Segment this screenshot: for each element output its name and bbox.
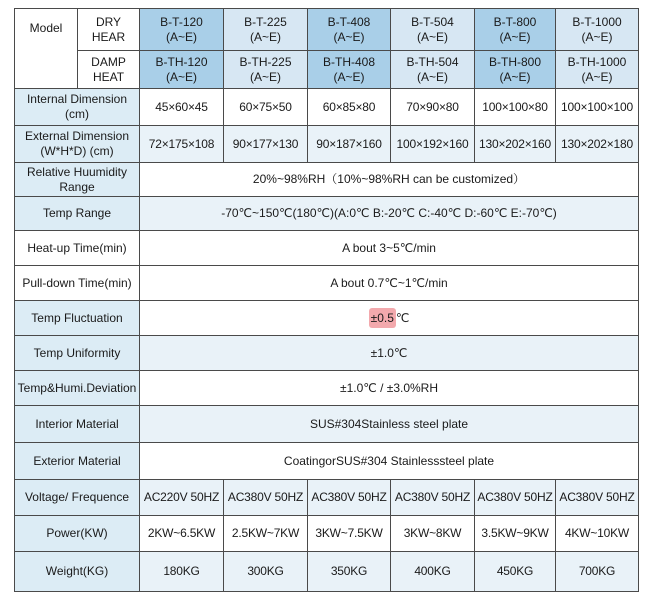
row-label: Internal Dimension (cm): [15, 89, 140, 126]
model-header: B-TH-408 (A~E): [308, 51, 391, 89]
damp-label: DAMP HEAT: [78, 51, 140, 89]
model-header: B-TH-225 (A~E): [224, 51, 308, 89]
row-exterior-material: [15, 443, 639, 480]
unit: ℃: [395, 310, 410, 325]
table-cell: 3KW~7.5KW: [308, 516, 391, 552]
table-cell: A bout 3~5℃/min: [140, 231, 639, 266]
row-label: Temp&Humi.Deviation: [15, 371, 140, 406]
table-cell: 70×90×80: [391, 89, 475, 126]
model-header: B-T-120 (A~E): [140, 9, 224, 51]
table-cell: 400KG: [391, 552, 475, 592]
table-cell: 3KW~8KW: [391, 516, 475, 552]
table-cell: 100×100×100: [556, 89, 639, 126]
table-cell: 90×177×130: [224, 126, 308, 163]
table-cell: 130×202×180: [556, 126, 639, 163]
table-cell: 60×75×50: [224, 89, 308, 126]
model-header: B-T-1000 (A~E): [556, 9, 639, 51]
table-cell: ±1.0℃: [140, 336, 639, 371]
table-cell: [140, 301, 639, 336]
spec-table: [14, 8, 639, 592]
table-cell: A bout 0.7℃~1℃/min: [140, 266, 639, 301]
model-header: B-TH-504 (A~E): [391, 51, 475, 89]
table-cell: 2.5KW~7KW: [224, 516, 308, 552]
table-cell: ±1.0℃ / ±3.0%RH: [140, 371, 639, 406]
model-header: B-TH-120 (A~E): [140, 51, 224, 89]
row-label: Voltage/ Frequence: [15, 480, 140, 516]
dry-label: DRY HEAR: [78, 9, 140, 51]
table-cell: SUS#304Stainless steel plate: [140, 406, 639, 443]
row-label: Temp Uniformity: [15, 336, 140, 371]
row-voltage: [15, 480, 639, 516]
header-row-damp: [15, 51, 639, 89]
table-cell: AC220V 50HZ: [140, 480, 224, 516]
row-label: Temp Fluctuation: [15, 301, 140, 336]
row-label: Pull-down Time(min): [15, 266, 140, 301]
row-label: Weight(KG): [15, 552, 140, 592]
table-cell: AC380V 50HZ: [308, 480, 391, 516]
row-weight: [15, 552, 639, 592]
table-cell: 3.5KW~9KW: [475, 516, 556, 552]
row-internal-dimension: [15, 89, 639, 126]
row-temp-humi-deviation: [15, 371, 639, 406]
table-cell: 300KG: [224, 552, 308, 592]
row-label: Temp Range: [15, 197, 140, 231]
model-header: B-TH-800 (A~E): [475, 51, 556, 89]
row-external-dimension: [15, 126, 639, 163]
table-cell: 60×85×80: [308, 89, 391, 126]
table-cell: AC380V 50HZ: [556, 480, 639, 516]
table-cell: 450KG: [475, 552, 556, 592]
model-header: B-T-800 (A~E): [475, 9, 556, 51]
table-cell: 20%~98%RH（10%~98%RH can be customized）: [140, 163, 639, 197]
row-temp-uniformity: [15, 336, 639, 371]
table-cell: 350KG: [308, 552, 391, 592]
table-cell: 130×202×160: [475, 126, 556, 163]
row-label: Exterior Material: [15, 443, 140, 480]
table-cell: 700KG: [556, 552, 639, 592]
header-row-dry: [15, 9, 639, 51]
highlight-mark: ±0.5: [369, 308, 396, 328]
row-label: External Dimension (W*H*D) (cm): [15, 126, 140, 163]
row-label: Power(KW): [15, 516, 140, 552]
table-cell: 72×175×108: [140, 126, 224, 163]
model-header: B-T-225 (A~E): [224, 9, 308, 51]
row-humidity-range: [15, 163, 639, 197]
row-label: Heat-up Time(min): [15, 231, 140, 266]
row-temp-fluctuation: [15, 301, 639, 336]
model-header: B-TH-1000 (A~E): [556, 51, 639, 89]
table-cell: AC380V 50HZ: [391, 480, 475, 516]
table-cell: 45×60×45: [140, 89, 224, 126]
row-interior-material: [15, 406, 639, 443]
row-heat-up-time: [15, 231, 639, 266]
model-header: B-T-504 (A~E): [391, 9, 475, 51]
row-label: Relative Huumidity Range: [15, 163, 140, 197]
model-header: B-T-408 (A~E): [308, 9, 391, 51]
table-cell: CoatingorSUS#304 Stainlesssteel plate: [140, 443, 639, 480]
table-cell: 90×187×160: [308, 126, 391, 163]
table-cell: 100×192×160: [391, 126, 475, 163]
row-power: [15, 516, 639, 552]
table-cell: 4KW~10KW: [556, 516, 639, 552]
table-cell: 180KG: [140, 552, 224, 592]
table-cell: AC380V 50HZ: [475, 480, 556, 516]
table-cell: 2KW~6.5KW: [140, 516, 224, 552]
table-cell: 100×100×80: [475, 89, 556, 126]
row-label: Interior Material: [15, 406, 140, 443]
table-cell: -70℃~150℃(180℃)(A:0℃ B:-20℃ C:-40℃ D:-60℃ E:-70℃): [140, 197, 639, 231]
table-cell: AC380V 50HZ: [224, 480, 308, 516]
model-label: Model: [15, 9, 78, 89]
row-pull-down-time: [15, 266, 639, 301]
row-temp-range: [15, 197, 639, 231]
